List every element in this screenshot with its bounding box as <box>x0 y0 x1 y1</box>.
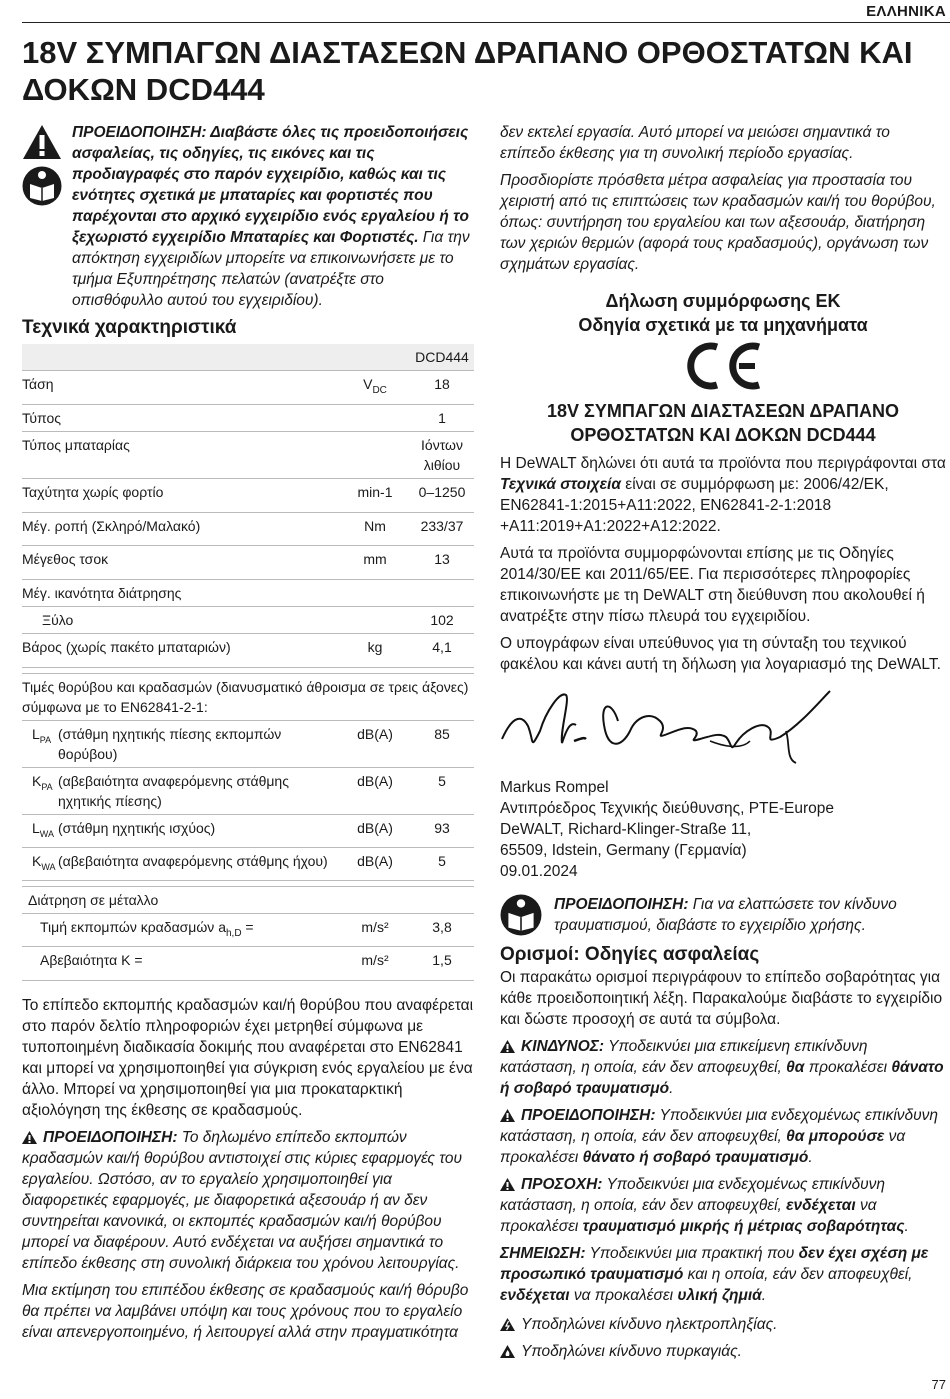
spec-label: Τύπος μπαταρίας <box>22 431 340 478</box>
spec-label: Ταχύτητα χωρίς φορτίο <box>22 478 340 512</box>
left-para1: Το επίπεδο εκπομπής κραδασμών και/ή θορύβου που αναφέρεται στο παρόν δελτίο πληροφοριών έχει μετρηθεί σύμφωνα με τυποποιημένη διαδικασία δοκιμής που αναφέρεται στο EN62841 και μπορεί να χρησιμοποιηθεί για σύγκριση ενός εργαλείου με ένα άλλο. Μπορεί να χρησιμοποιηθεί για μια προκαταρκτική αξιολόγηση της έκθεσης σε κραδασμούς. <box>22 997 474 1120</box>
ce-mark-icon <box>681 341 765 391</box>
vib-unit: m/s² <box>340 913 410 947</box>
spec-label: Τύπος <box>22 404 340 431</box>
spec-label: Μέγ. ροπή (Σκληρό/Μαλακό) <box>22 512 340 546</box>
warning-bold-text: Διαβάστε όλες τις προειδοποιήσεις ασφαλείας, τις οδηγίες, τις εικόνες και τις προδιαγραφές στο παρόν εγχειρίδιο, καθώς και τις ενότητες σχετικά με μπαταρίες και φορτιστές που παρέχονται στο αρχικό εγχειρίδιο ενός εργαλείου ή το ξεχωριστό εγχειρίδιο Μπαταρίες και Φορτιστές. <box>72 124 469 246</box>
ce-mark <box>500 341 946 397</box>
defs-intro: Οι παρακάτω ορισμοί περιγράφουν το επίπεδο σοβαρότητας για κάθε προειδοποιητική λέξη. Παρακαλούμε διαβάστε το εγχειρίδιο και δώστε προσοχή σε αυτά τα σύμβολα. <box>500 969 943 1028</box>
warning-rest-text: Για την απόκτηση εγχειριδίων μπορείτε να επικοινωνήσετε με το τμήμα Εξυπηρέτησης πελατών (ανατρέξτε στο οπισθόφυλλο αυτού του εγχειριδίου). <box>72 229 470 309</box>
noise-label: $L_{WA}$ (στάθμη ηχητικής ισχύος) <box>22 814 340 847</box>
vib-unit: m/s² <box>340 947 410 981</box>
spec-label: Βάρος (χωρίς πακέτο μπαταριών) <box>22 634 340 668</box>
spec-row <box>22 512 474 546</box>
warning-triangle-small-icon <box>500 1178 515 1191</box>
spec-value: 13 <box>410 546 474 580</box>
right-column <box>500 122 946 1368</box>
noise-row <box>22 847 474 880</box>
read-manual-icon <box>22 166 62 206</box>
spec-value: Ιόντων λιθίου <box>410 431 474 478</box>
spec-unit: $V_{DC}$ <box>340 371 410 405</box>
left-para3: Μια εκτίμηση του επιπέδου έκθεσης σε κραδασμούς και/ή θόρυβο θα πρέπει να λαμβάνει υπόψη και τους χρόνους που το εργαλείο είναι απενεργοποιημένο, ή λειτουργεί αλλά στην πραγματικότητα <box>22 1282 469 1342</box>
spec-label: Ξύλο <box>22 607 340 634</box>
intro-warning <box>22 122 474 311</box>
ec-para1: Η DeWALT δηλώνει ότι αυτά τα προϊόντα που περιγράφονται στα Τεχνικά στοιχεία είναι σε συμμόρφωση με: 2006/42/EK, EN62841-1:2015+A11:2022, EN62841-2-1:2018 +A11:2019+A1:2022+A12:2022. <box>500 455 946 535</box>
right-para1: δεν εκτελεί εργασία. Αυτό μπορεί να μειώσει σημαντικά το επίπεδο έκθεσης για τη συνολική περίοδο εργασίας. <box>500 124 890 162</box>
noise-label: $K_{WA}$ (αβεβαιότητα αναφερόμενης στάθμης ήχου) <box>22 847 340 880</box>
tech-heading: Τεχνικά χαρακτηριστικά <box>22 317 237 338</box>
warning-triangle-small-icon <box>22 1131 37 1144</box>
spec-row <box>22 478 474 512</box>
vib-row <box>22 913 474 947</box>
spec-unit: Nm <box>340 512 410 546</box>
def-electric: Υποδηλώνει κίνδυνο ηλεκτροπληξίας. <box>500 1314 946 1335</box>
noise-unit: dB(A) <box>340 720 410 767</box>
noise-unit: dB(A) <box>340 767 410 814</box>
noise-value: 5 <box>410 847 474 880</box>
def-danger: ΚΙΝΔΥΝΟΣ: Υποδεικνύει μια επικείμενη επικίνδυνη κατάσταση, η οποία, εάν δεν αποφευχθεί, θα προκαλέσει θάνατο ή σοβαρό τραυματισμό. <box>500 1038 944 1097</box>
vib-row <box>22 947 474 981</box>
spec-value: 233/37 <box>410 512 474 546</box>
header-rule <box>22 22 950 23</box>
vib-label: Αβεβαιότητα K = <box>22 947 340 981</box>
spec-unit <box>340 580 410 607</box>
fire-hazard-icon <box>500 1345 515 1358</box>
defs-heading: Ορισμοί: Οδηγίες ασφαλείας <box>500 944 760 965</box>
warning-triangle-small-icon <box>500 1040 515 1053</box>
warning-triangle-small-icon <box>500 1109 515 1122</box>
spec-row <box>22 546 474 580</box>
signature <box>500 681 946 777</box>
spec-row <box>22 580 474 607</box>
right-para2: Προσδιορίστε πρόσθετα μέτρα ασφαλείας για προστασία του χειριστή από τις επιπτώσεις των κραδασμών και/ή του θορύβου, όπως: συντήρηση του εργαλείου και των αξεσουάρ, διατήρηση των χεριών θερμών (αφορά τους κραδασμούς), οργάνωση των σχημάτων εργασίας. <box>500 172 936 273</box>
signature-icon <box>500 681 840 771</box>
ec-heading2: Οδηγία σχετικά με τα μηχανήματα <box>578 315 868 335</box>
manual-warning: ΠΡΟΕΙΔΟΠΟΙΗΣΗ: Για να ελαττώσετε τον κίνδυνο τραυματισμού, διαβάστε το εγχειρίδιο χρήσης. <box>500 894 946 938</box>
noise-unit: dB(A) <box>340 847 410 880</box>
signer-line: DeWALT, Richard-Klinger-Straße 11, <box>500 821 752 838</box>
vib-value: 3,8 <box>410 913 474 947</box>
def-warning: ΠΡΟΕΙΔΟΠΟΙΗΣΗ: Υποδεικνύει μια ενδεχομένως επικίνδυνη κατάσταση, η οποία, εάν δεν αποφευχθεί, θα μπορούσε να προκαλέσει θάνατο ή σοβαρό τραυματισμό. <box>500 1107 939 1166</box>
warning-triangle-icon <box>22 124 62 160</box>
noise-row <box>22 720 474 767</box>
warning-lead: ΠΡΟΕΙΔΟΠΟΙΗΣΗ: <box>72 124 207 141</box>
spec-row <box>22 404 474 431</box>
spec-value <box>410 580 474 607</box>
spec-label: Μέγεθος τσοκ <box>22 546 340 580</box>
signer-block <box>500 777 946 882</box>
ec-para3: Ο υπογράφων είναι υπεύθυνος για τη σύνταξη του τεχνικού φακέλου και κάνει αυτή τη δήλωση για λογαριασμό της DeWALT. <box>500 635 941 673</box>
spec-model: DCD444 <box>410 344 474 371</box>
noise-value: 5 <box>410 767 474 814</box>
vib-value: 1,5 <box>410 947 474 981</box>
left-warning2: ΠΡΟΕΙΔΟΠΟΙΗΣΗ: Το δηλωμένο επίπεδο εκπομπών κραδασμών και/ή θορύβου αντιστοιχεί στις κύριες εφαρμογές του εργαλείου. Ωστόσο, αν το εργαλείο χρησιμοποιηθεί για διαφορετικές εφαρμογές, με διαφορετικά αξεσουάρ ή αν δεν συντηρείται κανονικά, οι εκπομπές κραδασμών και/ή θορύβου μπορεί να διαφέρουν. Αυτό ενδέχεται να αυξήσει σημαντικά το επίπεδο έκθεσης στη συνολική διάρκεια του χρόνου λειτουργίας. <box>22 1129 462 1273</box>
spec-value: 18 <box>410 371 474 405</box>
spec-unit: min-1 <box>340 478 410 512</box>
page-number: 77 <box>931 1377 946 1392</box>
def-caution: ΠΡΟΣΟΧΗ: Υποδεικνύει μια ενδεχομένως επικίνδυνη κατάσταση, η οποία, εάν δεν αποφευχθεί, ενδέχεται να προκαλέσει τραυματισμό μικρής ή μέτριας σοβαρότητας. <box>500 1176 909 1235</box>
spec-unit: kg <box>340 634 410 668</box>
signer-line: Αντιπρόεδρος Τεχνικής διεύθυνσης, PTE-Europe <box>500 800 834 817</box>
noise-label: $K_{PA}$ (αβεβαιότητα αναφερόμενης στάθμης ηχητικής πίεσης) <box>22 767 340 814</box>
signer-line: 09.01.2024 <box>500 863 578 880</box>
noise-value: 93 <box>410 814 474 847</box>
left-column <box>22 122 474 1349</box>
noise-row <box>22 814 474 847</box>
def-note: ΣΗΜΕΙΩΣΗ: Υποδεικνύει μια πρακτική που δεν έχει σχέση με προσωπικό τραυματισμό και η οποία, εάν δεν αποφευχθεί, ενδέχεται να προκαλέσει υλική ζημιά. <box>500 1245 929 1304</box>
ec-heading1: Δήλωση συμμόρφωσης ΕΚ <box>605 291 841 311</box>
language-label: ΕΛΛΗΝΙΚΑ <box>866 3 946 20</box>
ec-product: 18V ΣΥΜΠΑΓΩΝ ΔΙΑΣΤΑΣΕΩΝ ΔΡΑΠΑΝΟ ΟΡΘΟΣΤΑΤΩΝ ΚΑΙ ΔΟΚΩΝ DCD444 <box>547 401 899 445</box>
spec-table <box>22 344 474 981</box>
spec-value: 0–1250 <box>410 478 474 512</box>
signer-line: 65509, Idstein, Germany (Γερμανία) <box>500 842 747 859</box>
spec-value: 4,1 <box>410 634 474 668</box>
spec-row <box>22 431 474 478</box>
def-fire: Υποδηλώνει κίνδυνο πυρκαγιάς. <box>500 1341 946 1362</box>
spec-row <box>22 607 474 634</box>
spec-value: 1 <box>410 404 474 431</box>
spec-row <box>22 634 474 668</box>
noise-label: $L_{PA}$ (στάθμη ηχητικής πίεσης εκπομπών θορύβου) <box>22 720 340 767</box>
spec-value: 102 <box>410 607 474 634</box>
vib-label: Τιμή εκπομπών κραδασμών $a_{h,D}$ = <box>22 913 340 947</box>
spec-unit <box>340 404 410 431</box>
spec-label: Τάση <box>22 371 340 405</box>
read-manual-icon <box>500 894 542 936</box>
spec-unit <box>340 431 410 478</box>
spec-unit <box>340 607 410 634</box>
noise-value: 85 <box>410 720 474 767</box>
signer-line: Markus Rompel <box>500 779 609 796</box>
noise-unit: dB(A) <box>340 814 410 847</box>
vib-heading: Διάτρηση σε μέταλλο <box>22 886 474 913</box>
ec-para2: Αυτά τα προϊόντα συμμορφώνονται επίσης με τις Οδηγίες 2014/30/ΕΕ και 2011/65/ΕΕ. Για περισσότερες πληροφορίες επικοινωνήστε με τη DeWALT στη διεύθυνση που ακολουθεί ή ανατρέξτε στην πίσω πλευρά του εγχειριδίου. <box>500 545 925 625</box>
spec-unit: mm <box>340 546 410 580</box>
electric-hazard-icon <box>500 1318 515 1331</box>
spec-row <box>22 371 474 405</box>
noise-row <box>22 767 474 814</box>
page-title: 18V ΣΥΜΠΑΓΩΝ ΔΙΑΣΤΑΣΕΩΝ ΔΡΑΠΑΝΟ ΟΡΘΟΣΤΑΤΩΝ ΚΑΙ ΔΟΚΩΝ DCD444 <box>22 35 913 107</box>
spec-label: Μέγ. ικανότητα διάτρησης <box>22 580 340 607</box>
noise-intro: Τιμές θορύβου και κραδασμών (διανυσματικό άθροισμα σε τρεις άξονες) σύμφωνα με το EN62841-2-1: <box>22 673 474 720</box>
